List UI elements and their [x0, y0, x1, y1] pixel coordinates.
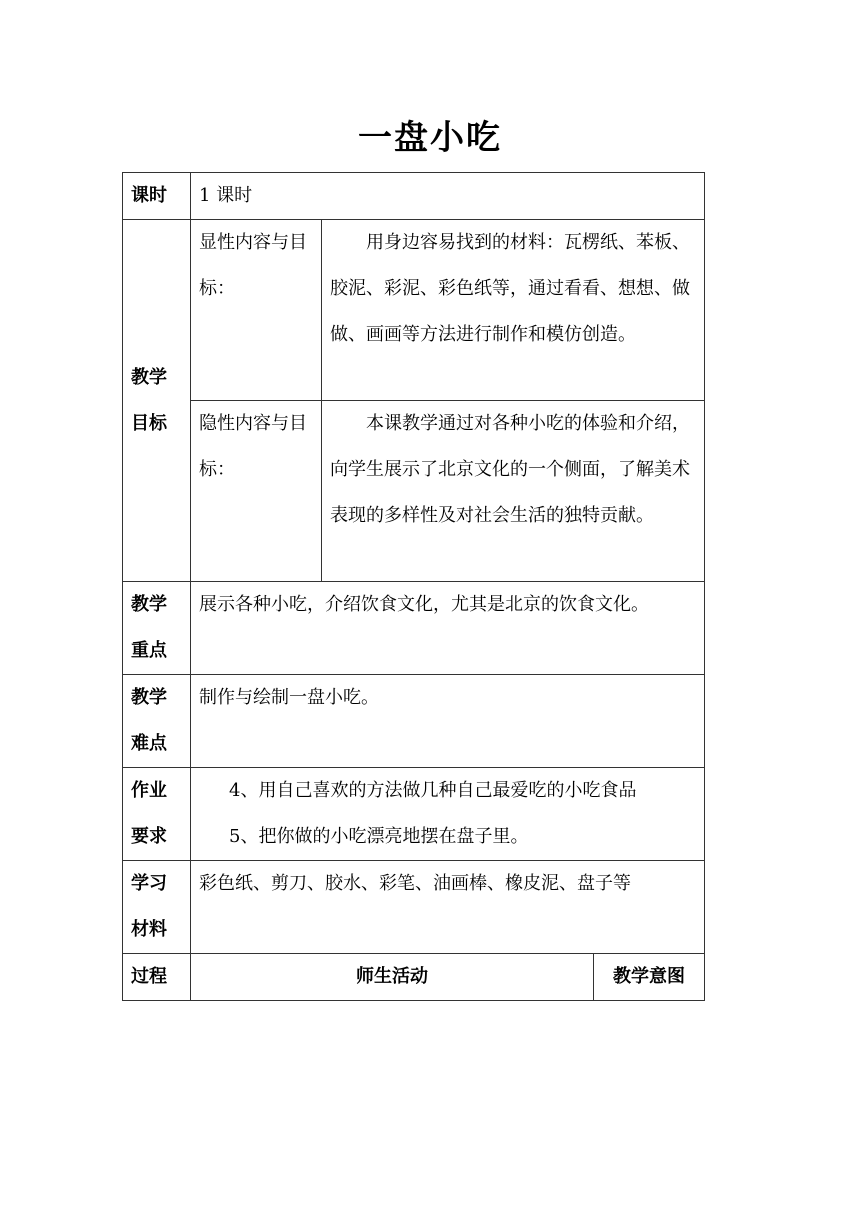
homework-item: 5、把你做的小吃漂亮地摆在盘子里。	[229, 826, 529, 847]
page-title: 一盘小吃	[358, 118, 502, 158]
row-difficulties	[123, 675, 705, 768]
text-difficulties: 制作与绘制一盘小吃。	[191, 675, 705, 768]
value-keshi: 1 课时	[191, 173, 705, 220]
row-goals-explicit	[123, 220, 705, 401]
label-materials-line1: 学习	[131, 873, 167, 894]
homework-list	[191, 768, 705, 861]
text-implicit-goals: 本课教学通过对各种小吃的体验和介绍，向学生展示了北京文化的一个侧面，了解美术表现的多样性及对社会生活的独特贡献。	[322, 401, 705, 582]
header-intent: 教学意图	[594, 954, 705, 1001]
text-explicit-goals: 用身边容易找到的材料：瓦楞纸、苯板、胶泥、彩泥、彩色纸等，通过看看、想想、做做、画画等方法进行制作和模仿创造。	[322, 220, 705, 401]
row-homework	[123, 768, 705, 861]
label-process: 过程	[123, 954, 191, 1001]
label-materials-line2: 材料	[131, 919, 167, 940]
header-activity: 师生活动	[191, 954, 594, 1001]
label-key-points-line2: 重点	[131, 640, 167, 661]
text-materials: 彩色纸、剪刀、胶水、彩笔、油画棒、橡皮泥、盘子等	[191, 861, 705, 954]
label-difficulties-line1: 教学	[131, 687, 167, 708]
label-key-points-line1: 教学	[131, 594, 167, 615]
row-key-points	[123, 582, 705, 675]
row-process	[123, 954, 705, 1001]
lesson-plan-table	[122, 172, 705, 1001]
label-homework-line1: 作业	[131, 780, 167, 801]
label-goals-line2: 目标	[131, 412, 167, 434]
row-goals-implicit	[123, 401, 705, 582]
label-homework-line2: 要求	[131, 826, 167, 847]
text-key-points: 展示各种小吃，介绍饮食文化，尤其是北京的饮食文化。	[191, 582, 705, 675]
label-key-points	[123, 582, 191, 675]
label-homework	[123, 768, 191, 861]
homework-item: 4、用自己喜欢的方法做几种自己最爱吃的小吃食品	[229, 780, 637, 801]
label-goals-line1: 教学	[131, 366, 167, 388]
row-keshi	[123, 173, 705, 220]
label-difficulties-line2: 难点	[131, 733, 167, 754]
row-materials	[123, 861, 705, 954]
label-goals	[123, 220, 191, 582]
label-explicit-goals: 显性内容与目标：	[191, 220, 322, 401]
label-keshi: 课时	[123, 173, 191, 220]
label-difficulties	[123, 675, 191, 768]
label-materials	[123, 861, 191, 954]
label-implicit-goals: 隐性内容与目标：	[191, 401, 322, 582]
